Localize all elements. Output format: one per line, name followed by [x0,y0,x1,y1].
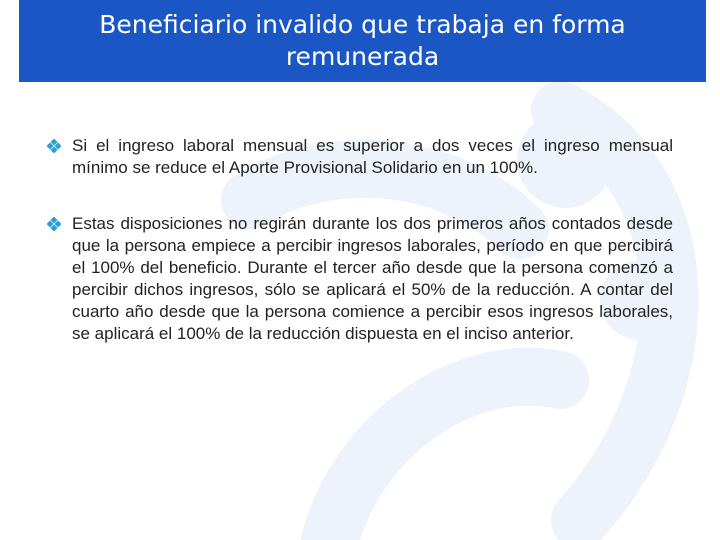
diamond-bullet-icon [47,139,61,153]
slide-title: Beneficiario invalido que trabaja en forma remunerada [99,10,626,71]
bullet-item [47,213,673,345]
bullet-text: Estas disposiciones no regirán durante los dos primeros años contados desde que la persona empiece a percibir ingresos laborales, período en que percibirá el 100% del beneficio. Durante el tercer año desde que la persona comenzó a percibir dichos ingresos, sólo se aplicará el 50% de la reducción. A contar del cuarto año desde que la persona comience a percibir esos ingresos laborales, se aplicará el 100% de la reducción dispuesta en el inciso anterior. [72,214,673,343]
diamond-bullet-icon [47,217,61,231]
title-bar [19,0,706,82]
bullet-item [47,135,673,179]
bullet-text: Si el ingreso laboral mensual es superior a dos veces el ingreso mensual mínimo se reduce el Aporte Provisional Solidario en un 100%. [72,136,673,177]
slide-content [47,135,673,379]
